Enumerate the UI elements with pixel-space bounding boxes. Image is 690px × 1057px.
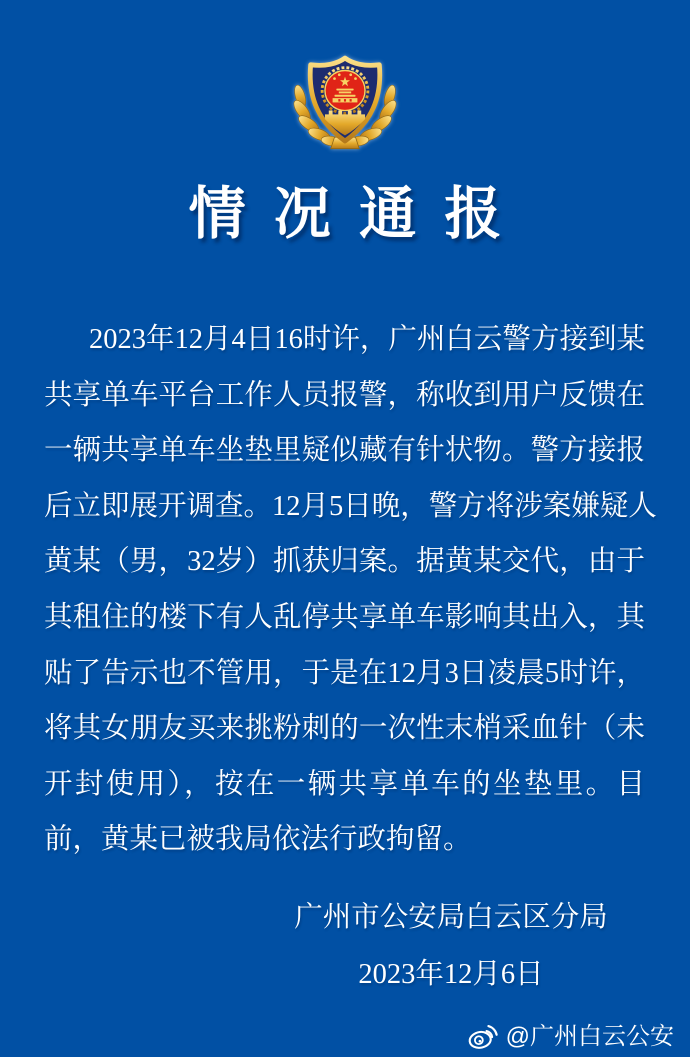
body-line: 贴了告示也不管用，于是在12月3日凌晨5时许， [44,657,645,689]
police-badge-icon [283,52,407,150]
body-line: 前，黄某已被我局依法行政拘留。 [44,824,472,856]
signature-date: 2023年12月6日 [358,959,544,990]
weibo-icon [467,1024,498,1050]
body-line: 共享单车平台工作人员报警，称收到用户反馈在 [44,379,645,411]
body-line: 一辆共享单车坐垫里疑似藏有针状物。警方接报 [44,435,645,467]
watermark [467,1021,674,1053]
signature-agency: 广州市公安局白云区分局 [294,902,608,933]
body-line: 将其女朋友买来挑粉刺的一次性末梢采血针（未 [44,713,645,745]
body-line: 开封使用），按在一辆共享单车的坐垫里。目 [44,768,645,800]
body-line: 其租住的楼下有人乱停共享单车影响其出入，其 [44,601,645,633]
signature-block [290,889,612,1003]
body-line: 2023年12月4日16时许，广州白云警方接到某 [89,324,645,355]
body-line: 后立即展开调查。12月5日晚，警方将涉案嫌疑人 [44,490,657,522]
notice-title: 情 况 通 报 [188,183,502,246]
notice-body [44,312,657,868]
body-line: 黄某（男，32岁）抓获归案。据黄某交代，由于 [44,546,645,578]
watermark-account: @广州白云公安 [505,1023,674,1050]
